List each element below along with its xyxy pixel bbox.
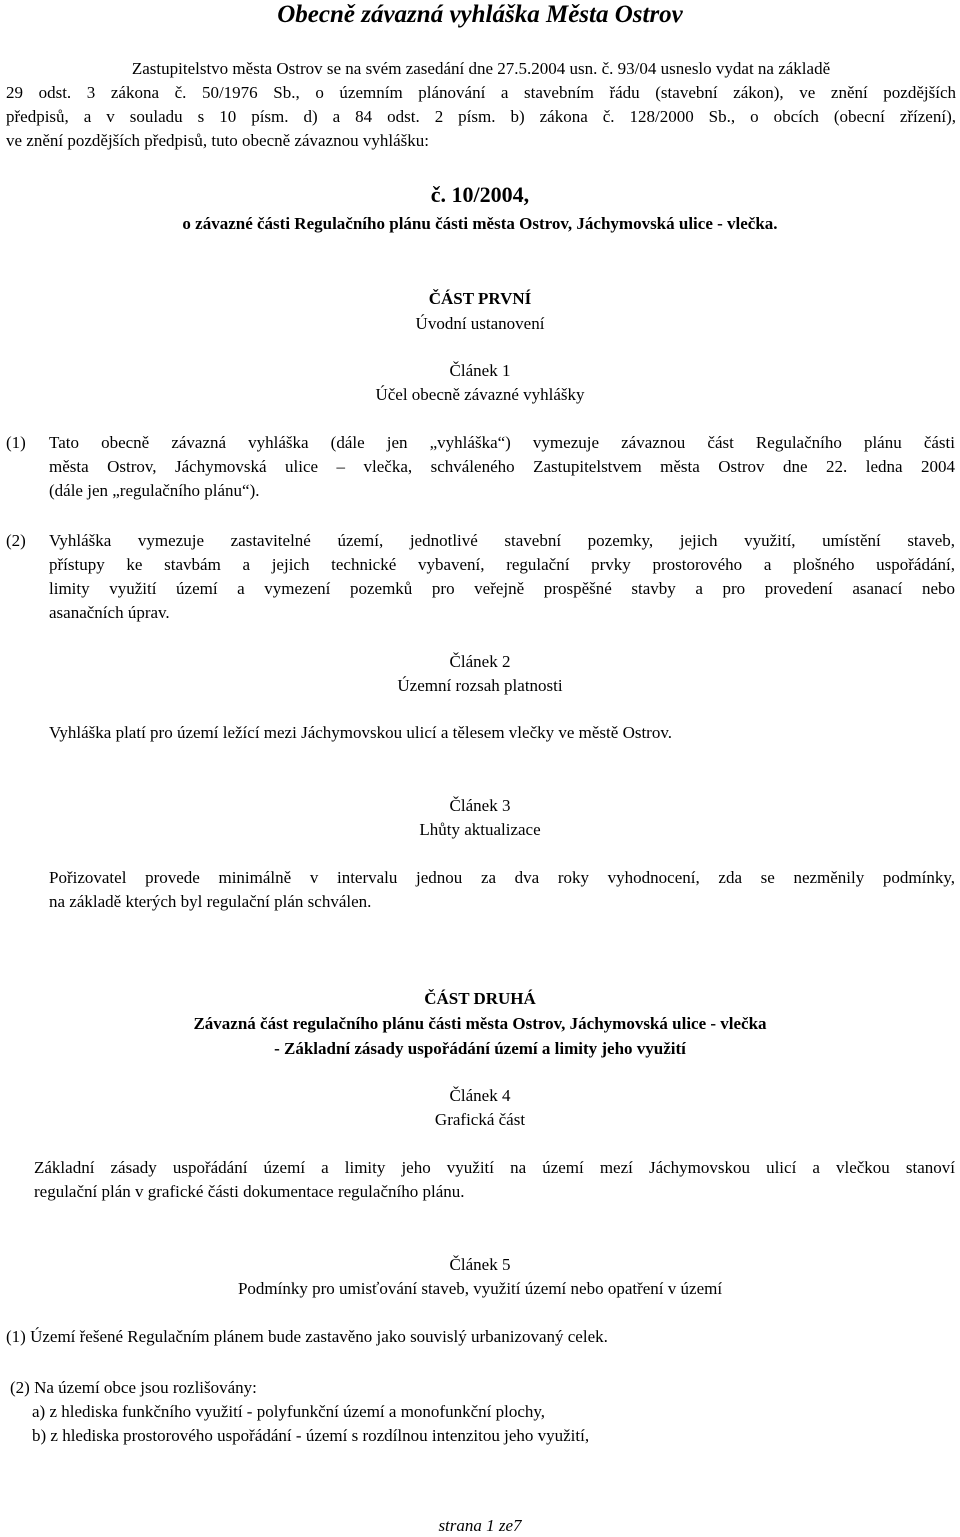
article-5-item-a: a) z hlediska funkčního využití - polyfunkční území a monofunkční plochy, (32, 1402, 546, 1421)
part-two-heading: ČÁST DRUHÁ (424, 989, 536, 1008)
part-one-heading: ČÁST PRVNÍ (428, 289, 532, 308)
article-4-label: Článek 4 (449, 1086, 511, 1105)
paragraph-line: asanačních úprav. (49, 603, 170, 622)
preamble (6, 57, 956, 153)
article-5-paragraph-2: (2) Na území obce jsou rozlišovány: (10, 1378, 257, 1397)
paragraph-line: Pořizovatel provede minimálně v intervalu jednou za dva roky vyhodnocení, zda se nezměnily podmínky, (49, 868, 955, 887)
article-1-paragraph-1 (49, 431, 955, 503)
preamble-line: předpisů, a v souladu s 10 písm. d) a 84 odst. 2 písm. b) zákona č. 128/2000 Sb., o obcích (obecní zřízení), (6, 107, 956, 126)
regulation-number: č. 10/2004, (430, 182, 530, 207)
paragraph-line: limity využití území a vymezení pozemků pro veřejně prospěšné stavby a pro provedení asanací nebo (49, 579, 955, 598)
article-2-text: Vyhláška platí pro území ležící mezi Jáchymovskou ulicí a tělesem vlečky ve městě Ostrov. (49, 723, 672, 742)
paragraph-line: Základní zásady uspořádání území a limity jeho využití na území mezí Jáchymovskou ulicí a vlečkou stanoví (34, 1158, 955, 1177)
article-3-label: Článek 3 (449, 796, 511, 815)
article-2-title: Územní rozsah platnosti (397, 676, 563, 695)
regulation-subject: o závazné části Regulačního plánu části města Ostrov, Jáchymovská ulice - vlečka. (182, 214, 778, 233)
document-title: Obecně závazná vyhláška Města Ostrov (277, 1, 683, 28)
page-footer: strana 1 ze7 (438, 1516, 522, 1535)
article-5-paragraph-1: (1) Území řešené Regulačním plánem bude zastavěno jako souvislý urbanizovaný celek. (6, 1327, 608, 1346)
article-2-label: Článek 2 (449, 652, 511, 671)
article-1-label: Článek 1 (449, 361, 511, 380)
article-1-paragraph-2 (49, 529, 955, 625)
article-4-title: Grafická část (434, 1110, 526, 1129)
article-4-paragraph (34, 1156, 955, 1204)
article-5-label: Článek 5 (449, 1255, 511, 1274)
part-two-subheading-1: Závazná část regulačního plánu části města Ostrov, Jáchymovská ulice - vlečka (193, 1014, 767, 1033)
paragraph-line: přístupy ke stavbám a jejich technické vybavení, regulační prvky prostorového a plošného uspořádání, (49, 555, 955, 574)
article-5-item-b: b) z hlediska prostorového uspořádání - území s rozdílnou intenzitou jeho využití, (32, 1426, 590, 1445)
article-3-title: Lhůty aktualizace (419, 820, 541, 839)
preamble-line: ve znění pozdějších předpisů, tuto obecně závaznou vyhlášku: (6, 131, 429, 150)
paragraph-marker: (2) (6, 531, 26, 550)
paragraph-marker: (1) (6, 433, 26, 452)
paragraph-line: na základě kterých byl regulační plán schválen. (49, 892, 372, 911)
article-3-paragraph (49, 866, 955, 914)
paragraph-line: (dále jen „regulačního plánu“). (49, 481, 260, 500)
paragraph-line: města Ostrov, Jáchymovská ulice – vlečka, schváleného Zastupitelstvem města Ostrov dne 22. ledna 2004 (49, 457, 955, 476)
article-5-title: Podmínky pro umisťování staveb, využití území nebo opatření v území (237, 1279, 723, 1298)
article-1-title: Účel obecně závazné vyhlášky (375, 385, 585, 404)
paragraph-line: Vyhláška vymezuje zastavitelné území, jednotlivé stavební pozemky, jejich využití, umístění staveb, (49, 531, 955, 550)
paragraph-line: regulační plán v grafické části dokumentace regulačního plánu. (34, 1182, 465, 1201)
preamble-line: 29 odst. 3 zákona č. 50/1976 Sb., o územním plánování a stavebním řádu (stavební zákon), ve znění pozdějších (6, 83, 956, 102)
part-two-subheading-2: - Základní zásady uspořádání území a limity jeho využití (274, 1039, 686, 1058)
paragraph-line: Tato obecně závazná vyhláška (dále jen „vyhláška“) vymezuje závaznou část Regulačního plánu části (49, 433, 955, 452)
part-one-subheading: Úvodní ustanovení (415, 314, 545, 333)
preamble-line: Zastupitelstvo města Ostrov se na svém zasedání dne 27.5.2004 usn. č. 93/04 usneslo vydat na základě (131, 59, 831, 78)
